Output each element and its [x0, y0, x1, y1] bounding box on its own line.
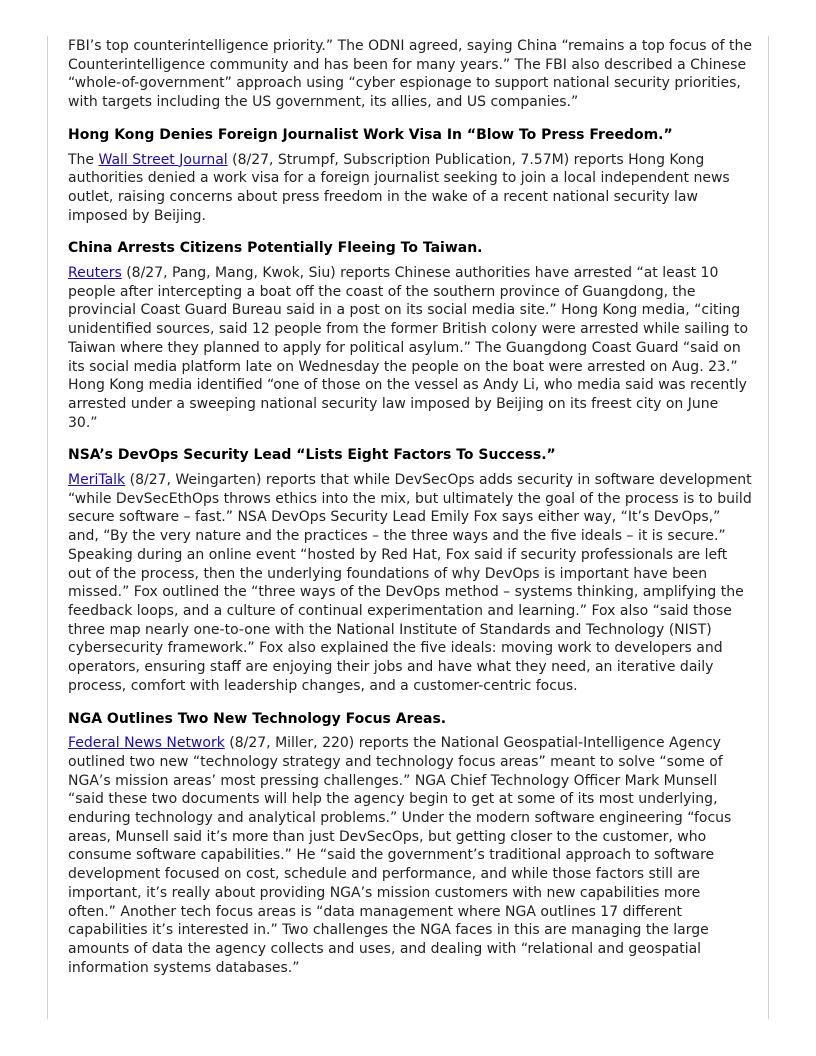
left-margin-rule — [47, 36, 48, 1019]
source-link-wall-street-journal[interactable]: Wall Street Journal — [98, 151, 228, 168]
article-text: (8/27, Pang, Mang, Kwok, Siu) reports Chinese authorities have arrested “at least 10 people after intercepting a boat off the coast of the southern province of Guangdong, the provincial Coast Guard Bureau said in a post on its social media site.” Hong Kong media, “citing unidentified sources, said 12 people from the former British colony were arrested while sailing to Taiwan where they planned to apply for political asylum.” The Guangdong Coast Guard “said on its social media platform late on Wednesday the people on the boat were arrested on Aug. 23.” Hong Kong media identified “one of those on the vessel as Andy Li, who media said was recently arrested under a sweeping national security law imposed by Beijing on its freest city on June 30.” — [68, 265, 749, 431]
article-nsa-devops — [68, 446, 752, 695]
article-text: (8/27, Strumpf, Subscription Publication, 7.57M) reports Hong Kong authorities denied a work visa for a foreign journalist seeking to join a local independent news outlet, raising concerns about press freedom in the wake of a recent national security law imposed by Beijing. — [68, 151, 730, 224]
article-china-arrests — [68, 239, 752, 432]
right-margin-rule — [768, 36, 769, 1019]
article-lead-in: The — [68, 151, 99, 168]
lead-paragraph: FBI’s top counterintelligence priority.” The ODNI agreed, saying China “remains a top focus of the Counterintelligence community and has been for many years.” The FBI also described a Chinese “whole-of-government” approach using “cyber espionage to support national security priorities, with targets including the US government, its allies, and US companies.” — [68, 38, 752, 111]
article-body — [68, 734, 752, 977]
article-headline: China Arrests Citizens Potentially Fleeing To Taiwan. — [68, 240, 483, 257]
source-link-federal-news-network[interactable]: Federal News Network — [68, 735, 225, 752]
article-body — [68, 471, 752, 695]
article-hong-kong-visa — [68, 126, 752, 226]
source-link-meritalk[interactable]: MeriTalk — [68, 472, 126, 489]
article-text: (8/27, Weingarten) reports that while DevSecOps adds security in software development “while DevSecEthOps throws ethics into the mix, but ultimately the goal of the process is to build secure software – fast.” NSA DevOps Security Lead Emily Fox says either way, “It’s DevOps,” and, “By the very nature and the practices – the three ways and the five ideals – it is secure.” Speaking during an online event “hosted by Red Hat, Fox said if security professionals are left out of the process, then the underlying foundations of why DevOps is important have been missed.” Fox outlined the “three ways of the DevOps method – systems thinking, amplifying the feedback loops, and a culture of continual experimentation and learning.” Fox also “said those three map nearly one-to-one with the National Institute of Standards and Technology (NIST) cybersecurity framework.” Fox also explained the five ideals: moving work to developers and operators, ensuring staff are enjoying their jobs and have what they need, an iterative daily process, comfort with leadership changes, and a customer-centric focus. — [68, 472, 752, 694]
article-headline: NGA Outlines Two New Technology Focus Areas. — [68, 710, 447, 727]
article-body — [68, 264, 752, 432]
article-text: (8/27, Miller, 220) reports the National Geospatial-Intelligence Agency outlined two new “technology strategy and technology focus areas” meant to solve “some of NGA’s mission areas’ most pressing challenges.” NGA Chief Technology Officer Mark Munsell “said these two documents will help the agency begin to get at some of its most underlying, enduring technology and analytical problems.” Under the modern software engineering “focus areas, Munsell said it’s more than just DevSecOps, but getting closer to the customer, who consume software capabilities.” He “said the government’s traditional approach to software development focused on cost, schedule and performance, and while those factors still are important, it’s really about providing NGA’s mission customers with new capabilities more often.” Another tech focus areas is “data management where NGA outlines 17 different capabilities it’s interested in.” Two challenges the NGA faces in this are managing the large amounts of data the agency collects and uses, and dealing with “relational and geospatial information systems databases.” — [68, 735, 732, 976]
article-headline: Hong Kong Denies Foreign Journalist Work Visa In “Blow To Press Freedom.” — [68, 126, 673, 143]
article-body — [68, 151, 752, 226]
article-nga-focus-areas — [68, 710, 752, 978]
source-link-reuters[interactable]: Reuters — [68, 265, 122, 282]
article-headline: NSA’s DevOps Security Lead “Lists Eight Factors To Success.” — [68, 447, 556, 464]
newsletter-body — [68, 37, 752, 977]
